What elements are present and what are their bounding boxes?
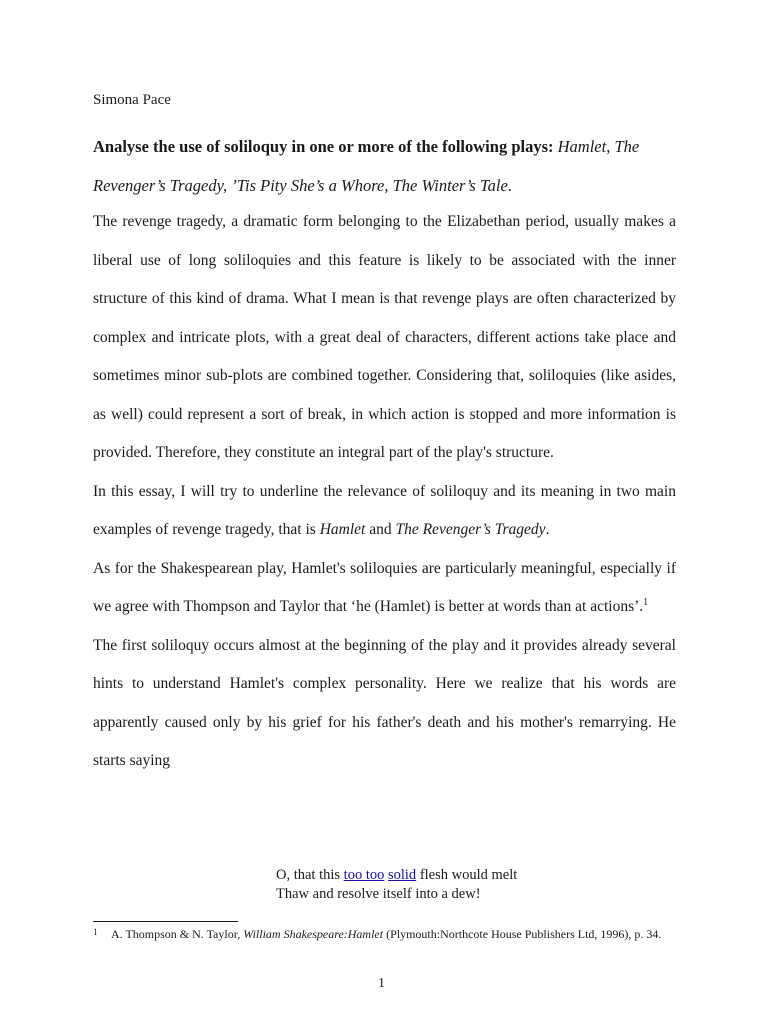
essay-title — [93, 127, 675, 205]
title-other-plays: The Revenger’s Tragedy, ’Tis Pity She’s a Whore, The Winter’s Tale — [93, 137, 640, 195]
paragraph-2-end: . — [545, 521, 550, 538]
footnote-number: 1 — [93, 927, 98, 937]
footnote-publication: (Plymouth:Northcote House Publishers Ltd, 1996), p. 34. — [386, 927, 662, 941]
paragraph-4: The first soliloquy occurs almost at the beginning of the play and it provides already several hints to understand Hamlet's complex personality. Here we realize that his words are apparently caused only by his grief for his father's death and his mother's remarrying. He starts saying — [93, 636, 676, 769]
footnote-separator — [93, 921, 238, 922]
footnote-book-title: William Shakespeare:Hamlet — [243, 927, 384, 941]
quote-line-1 — [276, 866, 517, 885]
paragraph-2-and: and — [369, 521, 392, 538]
play-hamlet: Hamlet — [319, 521, 366, 538]
footnote — [93, 926, 676, 943]
quote-line-1-end: flesh would melt — [419, 867, 518, 883]
paragraph-1: The revenge tragedy, a dramatic form belonging to the Elizabethan period, usually makes a liberal use of long soliloquies and this feature is likely to be associated with the inner structure of this kind of drama. What I mean is that revenge plays are often characterized by complex and intricate plots, with a great deal of characters, different actions take place and sometimes minor sub-plots are combined together. Considering that, soliloquies (like asides, as well) could represent a sort of break, in which action is stopped and more information is provided. Therefore, they constitute an integral part of the play's structure. — [93, 213, 676, 461]
quote-line-1-start: O, that this — [276, 867, 341, 883]
title-question: Analyse the use of soliloquy in one or more of the following plays: — [93, 137, 554, 156]
paragraph-3-text: As for the Shakespearean play, Hamlet's soliloquies are particularly meaningful, especially if we agree with Thompson and Taylor that ‘he (Hamlet) is better at words than at actions’. — [93, 559, 676, 615]
title-play-hamlet: Hamlet — [557, 137, 607, 156]
quote-line-2: Thaw and resolve itself into a dew! — [276, 886, 481, 902]
footnote-reference[interactable]: 1 — [643, 596, 649, 608]
author-name: Simona Pace — [93, 92, 171, 108]
title-comma: , — [606, 137, 611, 156]
essay-body — [93, 203, 676, 781]
paragraph-2 — [93, 473, 676, 550]
link-too-too[interactable]: too too — [343, 867, 385, 883]
footnote-authors: A. Thompson & N. Taylor, — [111, 927, 241, 941]
paragraph-3 — [93, 550, 676, 627]
block-quote — [276, 866, 517, 904]
page-number: 1 — [378, 976, 385, 991]
footnote-text — [93, 926, 676, 943]
title-period: . — [507, 176, 512, 195]
paragraph-2-text: In this essay, I will try to underline the relevance of soliloquy and its meaning in two main examples of revenge tragedy, that is — [93, 482, 676, 538]
link-solid[interactable]: solid — [387, 867, 417, 883]
play-revengers-tragedy: The Revenger’s Tragedy — [395, 521, 546, 538]
